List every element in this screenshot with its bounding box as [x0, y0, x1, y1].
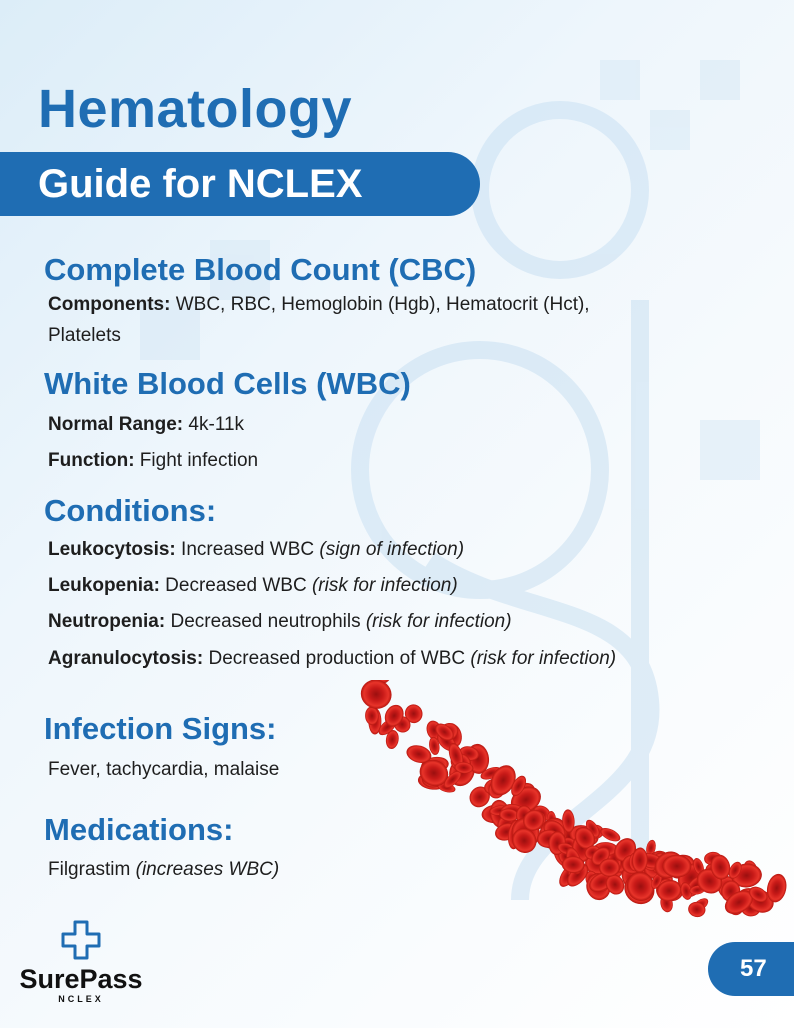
condition-desc: Decreased production of WBC: [203, 648, 471, 669]
page-title: Hematology: [38, 79, 353, 139]
infection-signs-heading: Infection Signs:: [44, 711, 277, 746]
subtitle-banner: Guide for NCLEX: [0, 152, 480, 216]
condition-note: (risk for infection): [365, 611, 512, 632]
condition-item: [48, 644, 616, 674]
cbc-components-value: WBC, RBC, Hemoglobin (Hgb), Hematocrit (Hct),: [170, 294, 590, 315]
surepass-logo: [16, 920, 146, 1010]
wbc-range-line: [48, 410, 244, 440]
condition-term: Leukopenia:: [48, 575, 160, 596]
condition-item: [48, 571, 458, 601]
conditions-heading: Conditions:: [44, 493, 217, 528]
wbc-function-value: Fight infection: [134, 450, 259, 471]
condition-desc: Increased WBC: [175, 539, 320, 560]
wbc-function-line: [48, 446, 258, 476]
medication-note: (increases WBC): [135, 859, 280, 880]
condition-term: Leukocytosis:: [48, 539, 176, 560]
infection-signs-text: Fever, tachycardia, malaise: [48, 759, 280, 780]
cbc-components-continuation: Platelets: [48, 325, 121, 346]
medication-drug: Filgrastim: [48, 859, 136, 880]
condition-note: (sign of infection): [319, 539, 465, 560]
logo-name: SurePass: [19, 964, 143, 994]
logo-subtext: NCLEX: [58, 994, 104, 1004]
condition-desc: Decreased WBC: [159, 575, 312, 596]
cbc-components-line: [48, 290, 590, 320]
red-blood-cells-illustration: [360, 680, 794, 980]
wbc-range-label: Normal Range:: [48, 414, 184, 435]
condition-item: [48, 607, 512, 637]
wbc-heading: White Blood Cells (WBC): [44, 366, 411, 401]
medication-line: [48, 855, 279, 885]
page-number-badge: 57: [708, 942, 794, 996]
condition-term: Agranulocytosis:: [48, 648, 204, 669]
condition-note: (risk for infection): [311, 575, 458, 596]
wbc-function-label: Function:: [48, 450, 135, 471]
condition-term: Neutropenia:: [48, 611, 166, 632]
cbc-components-label: Components:: [48, 294, 171, 315]
medical-cross-logo-icon: [57, 920, 105, 962]
cbc-heading: Complete Blood Count (CBC): [44, 252, 477, 287]
wbc-range-value: 4k-11k: [183, 414, 245, 435]
condition-item: [48, 535, 464, 565]
medications-heading: Medications:: [44, 812, 234, 847]
condition-note: (risk for infection): [470, 648, 617, 669]
condition-desc: Decreased neutrophils: [165, 611, 366, 632]
